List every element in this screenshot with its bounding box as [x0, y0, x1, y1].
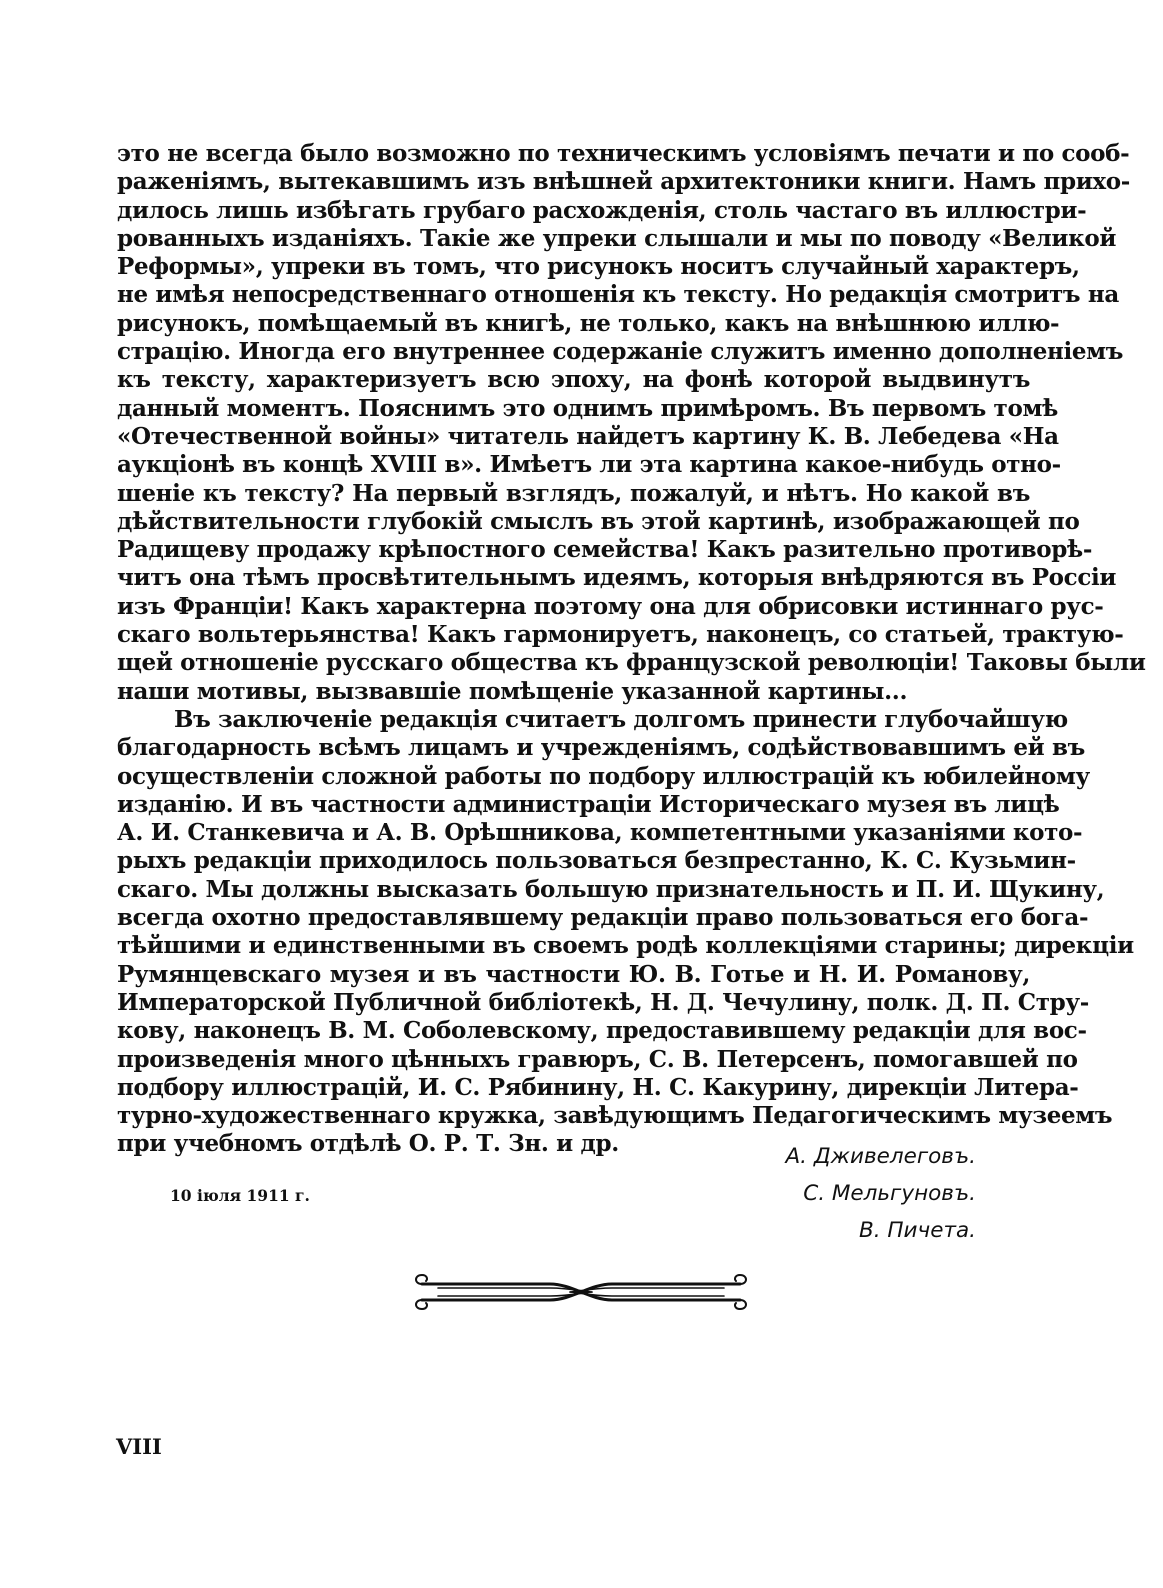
- text-line: «Отечественной войны» читатель найдетъ картину К. В. Лебедева «На: [117, 422, 1059, 450]
- page-number: VIII: [116, 1434, 162, 1459]
- text-line: всегда охотно предоставлявшему редакцiи право пользоваться его бога-: [117, 904, 1089, 932]
- text-line: рыхъ редакцiи приходилось пользоваться безпрестанно, К. С. Кузьмин-: [117, 847, 1076, 875]
- text-line: Реформы», упреки въ томъ, что рисунокъ носитъ случайный характеръ,: [117, 253, 1080, 281]
- text-line: скаго. Мы должны высказать большую признательность и П. И. Щукину,: [117, 875, 1105, 903]
- text-line: при учебномъ отдѣлѣ О. Р. Т. Зн. и др.: [117, 1130, 619, 1158]
- text-line: благодарность всѣмъ лицамъ и учрежденiямъ, содѣйствовавшимъ ей въ: [117, 734, 1085, 762]
- text-line: Радищеву продажу крѣпостного семейства! Какъ разительно противорѣ-: [117, 536, 1093, 564]
- text-line: дилось лишь избѣгать грубаго расхожденiя, столь частаго въ иллюстри-: [117, 196, 1087, 224]
- text-line: Въ заключенiе редакцiя считаетъ долгомъ принести глубочайшую: [174, 705, 1068, 733]
- text-line: къ тексту, характеризуетъ всю эпоху, на фонѣ которой выдвинутъ: [117, 366, 1030, 394]
- signatures: [600, 1138, 976, 1249]
- text-line: А. И. Станкевича и А. В. Орѣшникова, компетентными указанiями кото-: [117, 819, 1083, 847]
- text-line: кову, наконецъ В. М. Соболевскому, предоставившему редакцiи для вос-: [117, 1017, 1087, 1045]
- scroll-divider-ornament-icon: [410, 1268, 752, 1318]
- text-line: изъ Францiи! Какъ характерна поэтому она для обрисовки истиннаго рус-: [117, 592, 1104, 620]
- text-line: наши мотивы, вызвавшiе помѣщенiе указанной картины...: [117, 677, 908, 705]
- body-text: [117, 140, 1146, 1159]
- date-line: 10 iюля 1911 г.: [170, 1186, 310, 1205]
- text-line: Румянцевскаго музея и въ частности Ю. В. Готье и Н. И. Романову,: [117, 960, 1030, 988]
- text-line: рисунокъ, помѣщаемый въ книгѣ, не только, какъ на внѣшнюю иллю-: [117, 309, 1060, 337]
- text-line: данный моментъ. Пояснимъ это однимъ примѣромъ. Въ первомъ томѣ: [117, 394, 1058, 422]
- text-line: тѣйшими и единственными въ своемъ родѣ коллекцiями старины; дирекцiи: [117, 932, 1134, 960]
- text-line: Императорской Публичной библiотекѣ, Н. Д. Чечулину, полк. Д. П. Стру-: [117, 988, 1089, 1016]
- text-line: щей отношенiе русскаго общества къ французской революцiи! Таковы были: [117, 649, 1146, 677]
- text-line: осуществленiи сложной работы по подбору иллюстрацiй къ юбилейному: [117, 762, 1090, 790]
- text-line: раженiямъ, вытекавшимъ изъ внѣшней архитектоники книги. Намъ прихо-: [117, 168, 1130, 196]
- text-line: читъ она тѣмъ просвѣтительнымъ идеямъ, которыя внѣдряются въ Россiи: [117, 564, 1117, 592]
- text-line: скаго вольтерьянства! Какъ гармонируетъ, наконецъ, со статьей, трактую-: [117, 621, 1124, 649]
- text-line: подбору иллюстрацiй, И. С. Рябинину, Н. С. Какурину, дирекцiи Литера-: [117, 1073, 1079, 1101]
- text-line: шенiе къ тексту? На первый взглядъ, пожалуй, и нѣтъ. Но какой въ: [117, 479, 1030, 507]
- text-line: дѣйствительности глубокiй смыслъ въ этой картинѣ, изображающей по: [117, 507, 1080, 535]
- signature-line: А. Дживелеговъ.: [785, 1144, 976, 1169]
- text-line: изданiю. И въ частности администрацiи Историческаго музея въ лицѣ: [117, 790, 1060, 818]
- text-line: произведенiя много цѣнныхъ гравюръ, С. В. Петерсенъ, помогавшей по: [117, 1045, 1078, 1073]
- text-line: рованныхъ изданiяхъ. Такiе же упреки слышали и мы по поводу «Великой: [117, 224, 1117, 252]
- text-line: аукцiонѣ въ концѣ XVIII в». Имѣетъ ли эта картина какое-нибудь отно-: [117, 451, 1061, 479]
- text-line: не имѣя непосредственнаго отношенiя къ тексту. Но редакцiя смотритъ на: [117, 281, 1119, 309]
- text-line: страцiю. Иногда его внутреннее содержанiе служитъ именно дополненiемъ: [117, 338, 1124, 366]
- text-line: турно-художественнаго кружка, завѣдующимъ Педагогическимъ музеемъ: [117, 1102, 1113, 1130]
- text-line: это не всегда было возможно по техническимъ условiямъ печати и по сооб-: [117, 140, 1130, 167]
- signature-line: В. Пичета.: [858, 1218, 976, 1243]
- signature-line: С. Мельгуновъ.: [803, 1181, 976, 1206]
